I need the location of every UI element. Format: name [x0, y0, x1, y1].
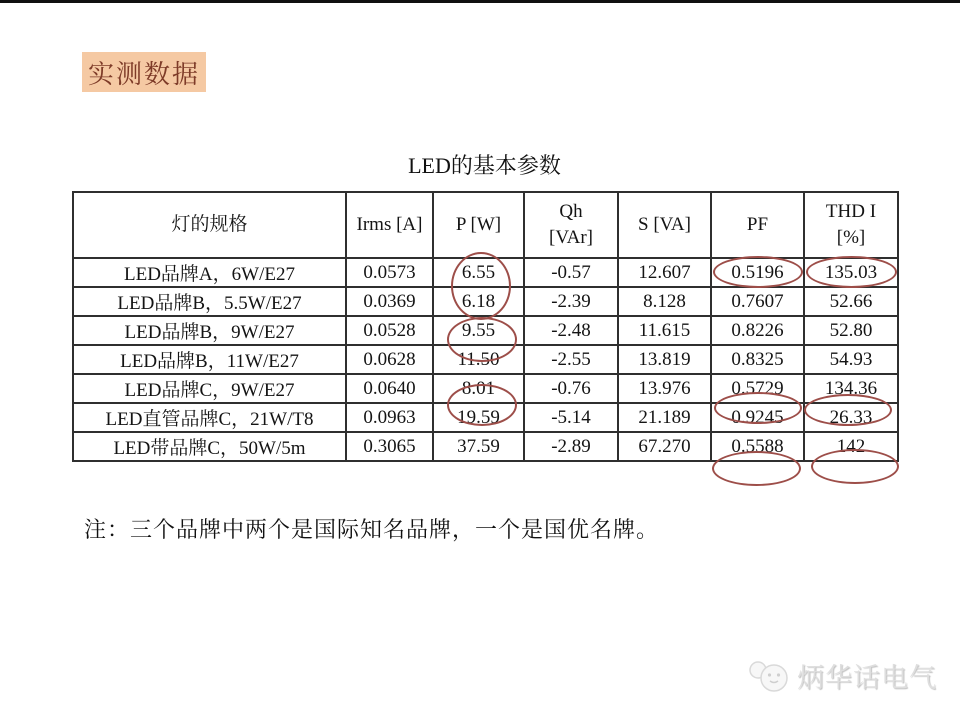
cell-thdi: 52.66 [804, 287, 898, 316]
cell-pf: 0.7607 [711, 287, 804, 316]
col-header-pf: PF [711, 192, 804, 258]
table-row [73, 403, 898, 432]
cell-irms: 0.0528 [346, 316, 433, 345]
cell-spec: LED品牌B，5.5W/E27 [73, 287, 346, 316]
cell-qh: -2.48 [524, 316, 618, 345]
table-row [73, 345, 898, 374]
cell-p: 6.18 [433, 287, 524, 316]
cell-p: 37.59 [433, 432, 524, 461]
table-row [73, 287, 898, 316]
cell-thdi: 26.33 [804, 403, 898, 432]
cell-spec: LED品牌A，6W/E27 [73, 258, 346, 287]
header-row [73, 192, 898, 258]
table-row [73, 374, 898, 403]
cell-qh: -0.76 [524, 374, 618, 403]
cell-irms: 0.0963 [346, 403, 433, 432]
measured-data-badge: 实测数据 [82, 52, 206, 92]
cell-pf: 0.9245 [711, 403, 804, 432]
cell-p: 6.55 [433, 258, 524, 287]
cell-pf: 0.5196 [711, 258, 804, 287]
cell-spec: LED带品牌C，50W/5m [73, 432, 346, 461]
watermark [746, 656, 937, 695]
cell-pf: 0.8226 [711, 316, 804, 345]
cell-qh: -2.39 [524, 287, 618, 316]
cell-pf: 0.8325 [711, 345, 804, 374]
cell-p: 11.50 [433, 345, 524, 374]
cell-spec: LED品牌B，11W/E27 [73, 345, 346, 374]
cell-qh: -2.89 [524, 432, 618, 461]
col-header-thdi: THD I [%] [804, 192, 898, 258]
cell-spec: LED品牌B，9W/E27 [73, 316, 346, 345]
cell-pf: 0.5729 [711, 374, 804, 403]
table-row [73, 316, 898, 345]
cell-qh: -0.57 [524, 258, 618, 287]
cell-pf: 0.5588 [711, 432, 804, 461]
cell-thdi: 142 [804, 432, 898, 461]
cell-s: 12.607 [618, 258, 711, 287]
cell-spec: LED品牌C，9W/E27 [73, 374, 346, 403]
cell-irms: 0.0640 [346, 374, 433, 403]
col-header-p: P [W] [433, 192, 524, 258]
cell-thdi: 134.36 [804, 374, 898, 403]
cell-irms: 0.0628 [346, 345, 433, 374]
col-header-irms: Irms [A] [346, 192, 433, 258]
watermark-mascot-icon [746, 657, 792, 695]
cell-thdi: 54.93 [804, 345, 898, 374]
table-row [73, 432, 898, 461]
cell-thdi: 52.80 [804, 316, 898, 345]
table-title: LED的基本参数 [408, 153, 561, 178]
cell-p: 19.59 [433, 403, 524, 432]
cell-spec: LED直管品牌C，21W/T8 [73, 403, 346, 432]
col-header-spec: 灯的规格 [73, 192, 346, 258]
cell-s: 67.270 [618, 432, 711, 461]
watermark-text: 炳华话电气 [797, 663, 937, 693]
cell-s: 13.976 [618, 374, 711, 403]
col-header-qh: Qh [VAr] [524, 192, 618, 258]
top-border-strip [0, 0, 960, 3]
cell-irms: 0.3065 [346, 432, 433, 461]
cell-s: 11.615 [618, 316, 711, 345]
cell-qh: -2.55 [524, 345, 618, 374]
cell-irms: 0.0573 [346, 258, 433, 287]
cell-s: 13.819 [618, 345, 711, 374]
cell-s: 8.128 [618, 287, 711, 316]
cell-p: 9.55 [433, 316, 524, 345]
cell-thdi: 135.03 [804, 258, 898, 287]
cell-p: 8.01 [433, 374, 524, 403]
cell-irms: 0.0369 [346, 287, 433, 316]
cell-s: 21.189 [618, 403, 711, 432]
col-header-s: S [VA] [618, 192, 711, 258]
footnote: 注：三个品牌中两个是国际知名品牌，一个是国优名牌。 [84, 517, 660, 542]
led-parameters-table [72, 191, 899, 462]
table-row [73, 258, 898, 287]
cell-qh: -5.14 [524, 403, 618, 432]
